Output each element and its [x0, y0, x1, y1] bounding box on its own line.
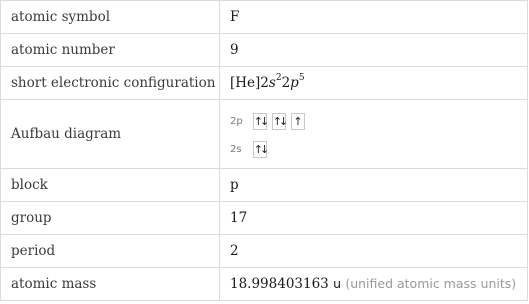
orbital-box — [291, 113, 305, 130]
period-value: 2 — [220, 235, 528, 268]
orbital-row-2p — [230, 113, 527, 130]
atomic-number-value: 9 — [220, 34, 528, 67]
atomic-mass-value — [220, 268, 528, 301]
config-s-orbital: s — [268, 75, 276, 91]
table-row — [1, 235, 528, 268]
orbital-box — [253, 113, 267, 130]
config-core: [He]2 — [230, 75, 269, 91]
electron-configuration-value — [220, 67, 528, 100]
aufbau-diagram — [220, 100, 528, 169]
table-row — [1, 202, 528, 235]
row-label: block — [1, 169, 220, 202]
row-label: atomic mass — [1, 268, 220, 301]
table-row — [1, 34, 528, 67]
atomic-mass-unit-description: (unified atomic mass units) — [345, 276, 517, 291]
row-label: short electronic configuration — [1, 67, 220, 100]
row-label: Aufbau diagram — [1, 100, 220, 169]
table-row — [1, 100, 528, 169]
orbital-label: 2p — [230, 115, 243, 127]
atomic-mass-unit: u — [333, 276, 342, 291]
electron-arrows: ↑ — [293, 114, 303, 128]
orbital-row-2s — [230, 141, 527, 158]
orbital-box — [253, 141, 267, 158]
electron-arrows: ↑↓ — [272, 114, 286, 128]
row-label: group — [1, 202, 220, 235]
atomic-mass-number: 18.998403163 — [230, 276, 329, 292]
config-p-orbital: p — [290, 75, 299, 91]
block-value: p — [220, 169, 528, 202]
row-label: atomic symbol — [1, 1, 220, 34]
config-p-exponent: 5 — [298, 73, 305, 83]
row-label: atomic number — [1, 34, 220, 67]
table-row — [1, 268, 528, 301]
config-s-exponent: 2 — [275, 73, 282, 83]
orbital-box — [272, 113, 286, 130]
table-row — [1, 169, 528, 202]
table-row — [1, 67, 528, 100]
electron-arrows: ↑↓ — [253, 114, 267, 128]
row-label: period — [1, 235, 220, 268]
table-row — [1, 1, 528, 34]
group-value: 17 — [220, 202, 528, 235]
atomic-symbol-value: F — [220, 1, 528, 34]
config-p-prefix: 2 — [281, 75, 291, 91]
orbital-label: 2s — [230, 143, 242, 155]
electron-arrows: ↑↓ — [253, 142, 267, 156]
